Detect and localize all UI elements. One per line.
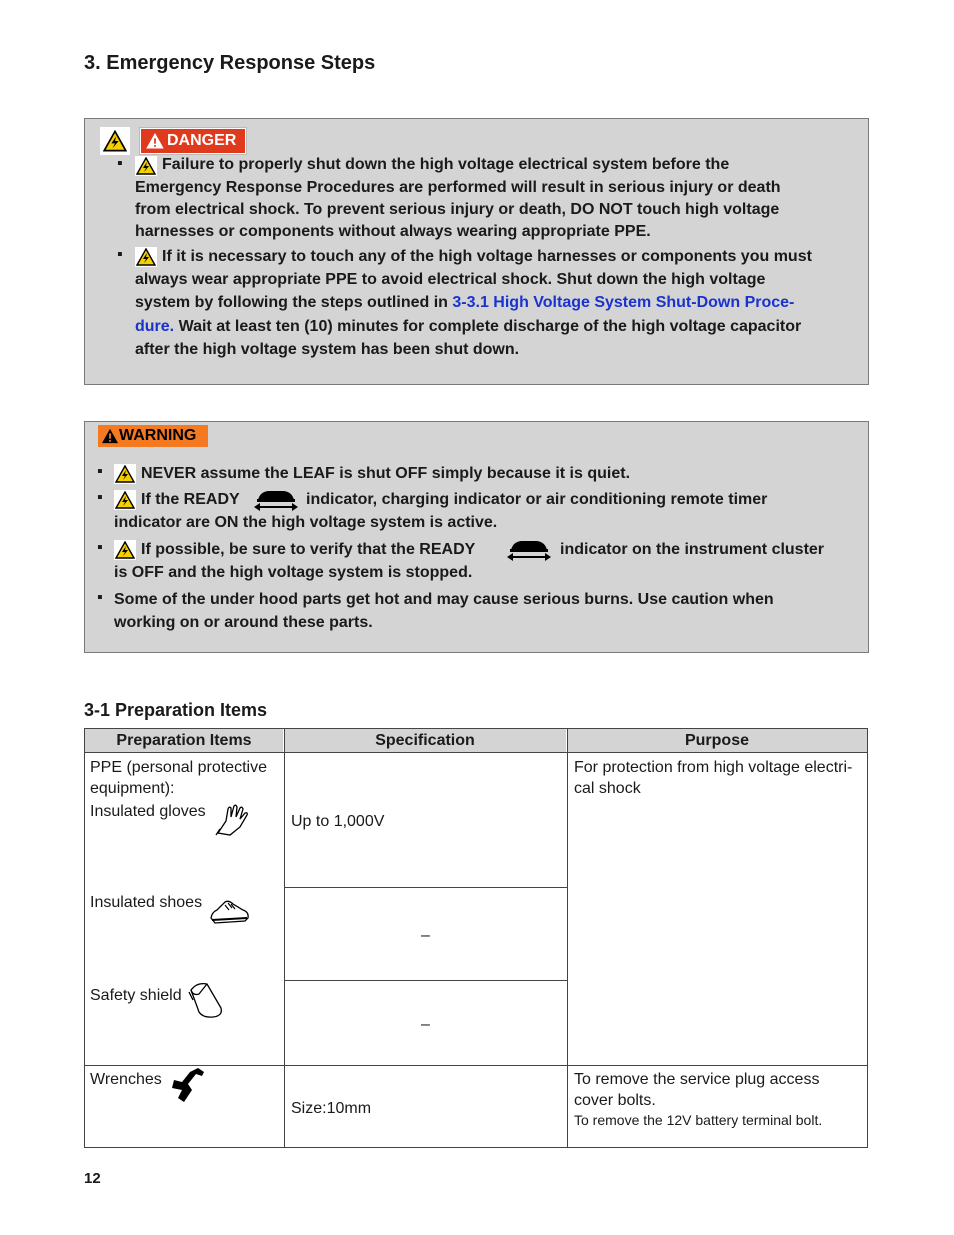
danger-item-2-line-2: always wear appropriate PPE to avoid electrical shock. Shut down the high voltage [135, 271, 766, 288]
warning-badge-label: WARNING [119, 427, 197, 444]
spec-shoes: – [421, 927, 430, 944]
warning-item-3-line-2: is OFF and the high voltage system is stopped. [114, 564, 473, 581]
table-border-left [84, 728, 85, 1148]
bullet: ▪ [97, 539, 103, 556]
warning-item-2-post: indicator, charging indicator or air conditioning remote timer [306, 491, 768, 508]
table-header-purpose: Purpose [567, 729, 867, 752]
warning-item-4-line-2: working on or around these parts. [114, 614, 373, 631]
shutdown-procedure-link-cont[interactable]: dure. [135, 318, 175, 335]
table-header-divider [84, 752, 868, 753]
danger-badge-label: DANGER [167, 132, 237, 149]
danger-item-1-line-1: Failure to properly shut down the high voltage electrical system before the [162, 156, 730, 173]
purpose-wrench-line-3: To remove the 12V battery terminal bolt. [574, 1112, 823, 1128]
shield-label: Safety shield [90, 987, 182, 1004]
alert-icon [146, 133, 164, 149]
purpose-ppe-line-1: For protection from high voltage electri- [574, 759, 853, 776]
insulated-glove-icon [212, 803, 252, 837]
danger-item-1-line-2: Emergency Response Procedures are performed will result in serious injury or death [135, 179, 781, 196]
table-column-divider [567, 728, 568, 1148]
text: system by following the steps outlined in [135, 294, 453, 311]
purpose-wrench-line-2: cover bolts. [574, 1092, 656, 1109]
safety-shield-icon [187, 980, 225, 1020]
bullet: ▪ [97, 489, 103, 506]
danger-item-1-line-3: from electrical shock. To prevent serious injury or death, DO NOT touch high voltage [135, 201, 780, 218]
ppe-line-1: PPE (personal protective [90, 759, 267, 776]
warning-item-1: NEVER assume the LEAF is shut OFF simply because it is quiet. [141, 465, 631, 482]
purpose-wrench-line-1: To remove the service plug access [574, 1071, 820, 1088]
high-voltage-warning-icon [135, 156, 157, 176]
danger-item-1-line-4: harnesses or components without always wearing appropriate PPE. [135, 223, 651, 240]
table-row-divider [284, 980, 567, 981]
warning-item-2-line-2: indicator are ON the high voltage system is active. [114, 514, 498, 531]
warning-badge [98, 425, 208, 447]
section-title: 3. Emergency Response Steps [84, 52, 376, 74]
high-voltage-warning-icon [114, 490, 136, 510]
gloves-label: Insulated gloves [90, 803, 206, 820]
high-voltage-warning-icon [135, 247, 157, 267]
table-column-divider [284, 728, 285, 1148]
warning-item-2-pre: If the READY [141, 491, 240, 508]
bullet: ▪ [97, 589, 103, 606]
table-border-top [84, 728, 868, 729]
danger-badge [140, 128, 246, 154]
bullet: ▪ [117, 155, 123, 172]
warning-item-3-pre: If possible, be sure to verify that the READY [141, 541, 476, 558]
ready-car-indicator-icon [507, 537, 551, 563]
table-header-items: Preparation Items [85, 729, 283, 752]
high-voltage-warning-icon [100, 127, 130, 155]
insulated-shoe-icon [209, 896, 251, 926]
bullet: ▪ [117, 246, 123, 263]
ppe-line-2: equipment): [90, 780, 175, 797]
danger-item-2-line-3 [135, 291, 794, 314]
spec-wrench: Size:10mm [291, 1100, 372, 1117]
table-header-specification: Specification [284, 729, 566, 752]
danger-item-2-line-4 [135, 315, 801, 338]
shoes-label: Insulated shoes [90, 894, 203, 911]
text: Wait at least ten (10) minutes for complete discharge of the high voltage capacitor [174, 318, 802, 335]
spec-gloves: Up to 1,000V [291, 813, 385, 830]
danger-item-2-line-1: If it is necessary to touch any of the high voltage harnesses or components you must [162, 248, 812, 265]
table-border-right [867, 728, 868, 1148]
page-number: 12 [84, 1170, 101, 1187]
wrenches-label: Wrenches [90, 1071, 162, 1088]
alert-icon [101, 428, 119, 444]
purpose-ppe-line-2: cal shock [574, 780, 641, 797]
spec-shield: – [421, 1016, 430, 1033]
ready-car-indicator-icon [254, 487, 298, 513]
high-voltage-warning-icon [114, 540, 136, 560]
wrench-icon [168, 1066, 208, 1104]
table-row-divider [284, 887, 567, 888]
shutdown-procedure-link[interactable]: 3-3.1 High Voltage System Shut-Down Proce- [452, 294, 795, 311]
high-voltage-warning-icon [114, 464, 136, 484]
bullet: ▪ [97, 463, 103, 480]
warning-item-3-post: indicator on the instrument cluster [560, 541, 825, 558]
warning-item-4-line-1: Some of the under hood parts get hot and may cause serious burns. Use caution when [114, 591, 774, 608]
danger-item-2-line-5: after the high voltage system has been shut down. [135, 341, 520, 358]
table-border-bottom [84, 1147, 868, 1148]
subsection-title: 3-1 Preparation Items [84, 700, 268, 720]
